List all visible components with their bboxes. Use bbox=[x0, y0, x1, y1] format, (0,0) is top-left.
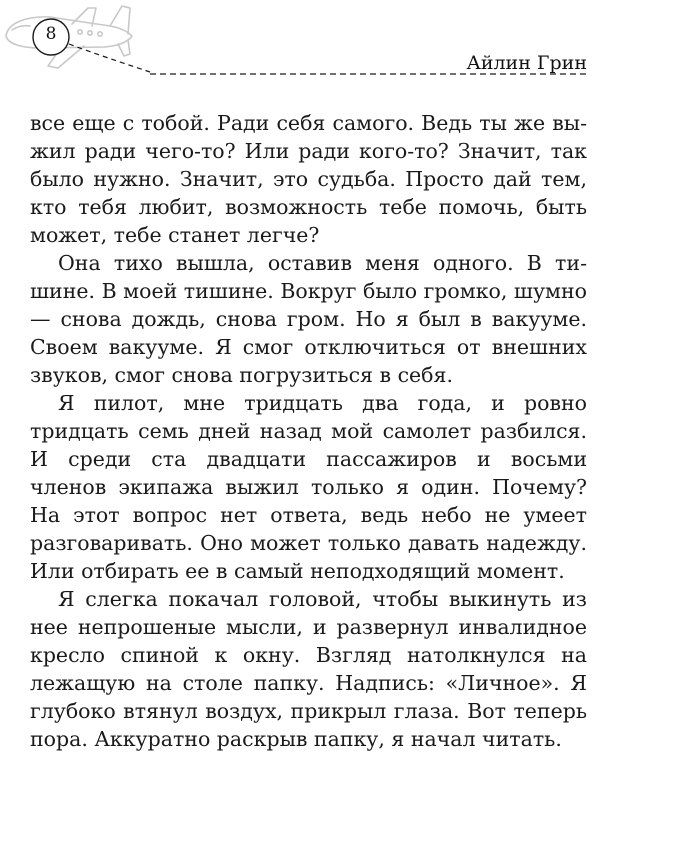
paragraph: Она тихо вышла, оставив меня одного. В тишине. В моей тишине. Вокруг было громко, шумно — снова дождь, снова гром. Но я был в вакууме. Своем вакууме. Я смог отключиться от внешних звуков, смог снова погрузиться в себя. bbox=[30, 251, 587, 387]
header-dashed-line bbox=[0, 0, 677, 90]
paragraph: Я слегка покачал головой, чтобы выкинуть из нее непрошеные мысли, и развернул инвалидное кресло спиной к окну. Взгляд натолкнулся на лежащую на столе папку. Надпись: «Личное». Я глубоко втянул воздух, прикрыл глаза. Вот теперь пора. Аккуратно раскрыв папку, я начал читать. bbox=[30, 587, 587, 751]
paragraph: Я пилот, мне тридцать два года, и ровно тридцать семь дней назад мой самолет разбился. И среди ста двадцати пассажиров и восьми членов экипажа выжил только я один. Почему? На этот вопрос нет ответа, ведь небо не умеет разговаривать. Оно может только давать надежду. Или отбирать ее в самый неподходящий момент. bbox=[30, 391, 587, 583]
body-text bbox=[30, 109, 587, 753]
page-number: 8 bbox=[45, 24, 57, 44]
paragraph: все еще с тобой. Ради себя самого. Ведь ты же выжил ради чего-то? Или ради кого-то? Значит, так было нужно. Значит, это судьба. Просто дай тем, кто тебя любит, возможность тебе помочь, быть может, тебе станет легче? bbox=[30, 111, 587, 247]
running-header-author: Айлин Грин bbox=[466, 52, 587, 74]
